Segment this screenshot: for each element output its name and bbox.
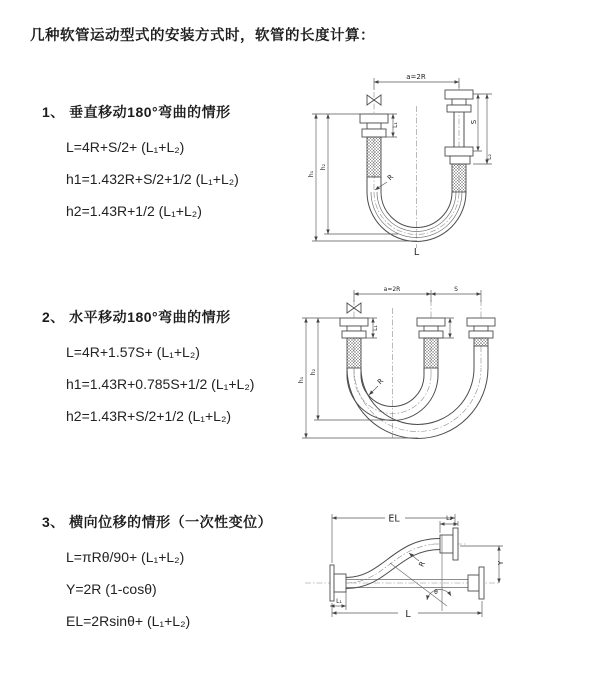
upper-right-flange	[440, 528, 458, 560]
formula-line: Y=2R (1-cosθ)	[66, 581, 157, 597]
left-end-fitting	[340, 318, 368, 368]
dim-label-s: S	[470, 119, 478, 125]
radius-callout	[369, 377, 385, 395]
dim-label-h2: h₂	[310, 368, 317, 376]
angle-label: θ	[434, 589, 438, 596]
radius-label: R	[417, 560, 427, 569]
right-end-fitting	[467, 318, 495, 346]
section-1-formulas	[42, 131, 239, 227]
braided-hose-section	[474, 338, 488, 346]
section-3-heading: 3、 横向位移的情形（一次性变位）	[42, 514, 273, 530]
dim-label-h1: h₁	[308, 170, 315, 178]
diagram-horizontal-180-bend	[298, 280, 583, 445]
braided-hose-section	[367, 137, 381, 177]
braided-hose-section	[424, 338, 438, 368]
section-2-formulas	[42, 336, 254, 432]
braided-hose-section	[347, 338, 361, 368]
dimension-l	[332, 601, 482, 620]
formula-line: h1=1.43R+0.785S+1/2 (L₁+L₂)	[66, 376, 255, 392]
dimension-s	[431, 286, 481, 294]
dim-label-l2: L₂	[486, 154, 493, 160]
dim-label-h2: h₂	[320, 163, 327, 171]
formula-line: h2=1.43R+S/2+1/2 (L₁+L₂)	[66, 408, 232, 424]
dimension-a-2r	[374, 73, 459, 90]
diagram-vertical-180-bend	[306, 62, 556, 260]
dimension-l2	[473, 94, 493, 164]
dim-label-a2r: a=2R	[406, 73, 426, 81]
hose-u-bends	[347, 346, 488, 439]
formula-line: h1=1.432R+S/2+1/2 (L₁+L₂)	[66, 171, 239, 187]
formula-line: L=4R+S/2+ (L₁+L₂)	[66, 139, 185, 155]
dim-label-l1: L₁	[336, 598, 342, 605]
dim-label-y: Y	[497, 560, 505, 566]
formula-line: L=4R+1.57S+ (L₁+L₂)	[66, 344, 200, 360]
section-2-heading: 2、 水平移动180°弯曲的情形	[42, 309, 231, 325]
dim-label-l1: L₁	[392, 122, 399, 128]
page-title: 几种软管运动型式的安装方式时，软管的长度计算：	[30, 28, 375, 44]
section-3	[42, 512, 272, 637]
radius-label: R	[386, 173, 396, 183]
formula-line: L=πRθ/90+ (L₁+L₂)	[66, 549, 185, 565]
angle-construction	[390, 535, 451, 611]
formula-line: h2=1.43R+1/2 (L₁+L₂)	[66, 203, 202, 219]
dim-label-l: L	[405, 609, 411, 620]
section-3-formulas	[42, 541, 272, 637]
centerlines	[374, 84, 459, 248]
dim-label-s: S	[454, 286, 458, 293]
middle-end-fitting	[417, 318, 445, 368]
formula-line: EL=2Rsinθ+ (L₁+L₂)	[66, 613, 191, 629]
dim-label-h1: h₁	[298, 376, 305, 384]
section-1	[42, 102, 239, 227]
braided-hose-section	[452, 164, 466, 192]
dim-label-l1: L₁	[372, 325, 379, 331]
left-flange	[330, 565, 346, 601]
diagram-lateral-displacement	[293, 503, 590, 648]
radius-callout	[409, 553, 427, 568]
radius-label: R	[376, 377, 386, 387]
section-1-heading: 1、 垂直移动180°弯曲的情形	[42, 104, 231, 120]
left-end-fitting	[360, 114, 388, 177]
dim-label-a2r: a=2R	[383, 286, 401, 293]
dim-label-el: EL	[388, 513, 400, 525]
length-label: L	[413, 247, 420, 258]
right-end-fitting	[445, 90, 473, 192]
dim-label-l2: L₂	[446, 515, 452, 522]
section-2	[42, 307, 254, 432]
dimension-s	[470, 94, 492, 151]
